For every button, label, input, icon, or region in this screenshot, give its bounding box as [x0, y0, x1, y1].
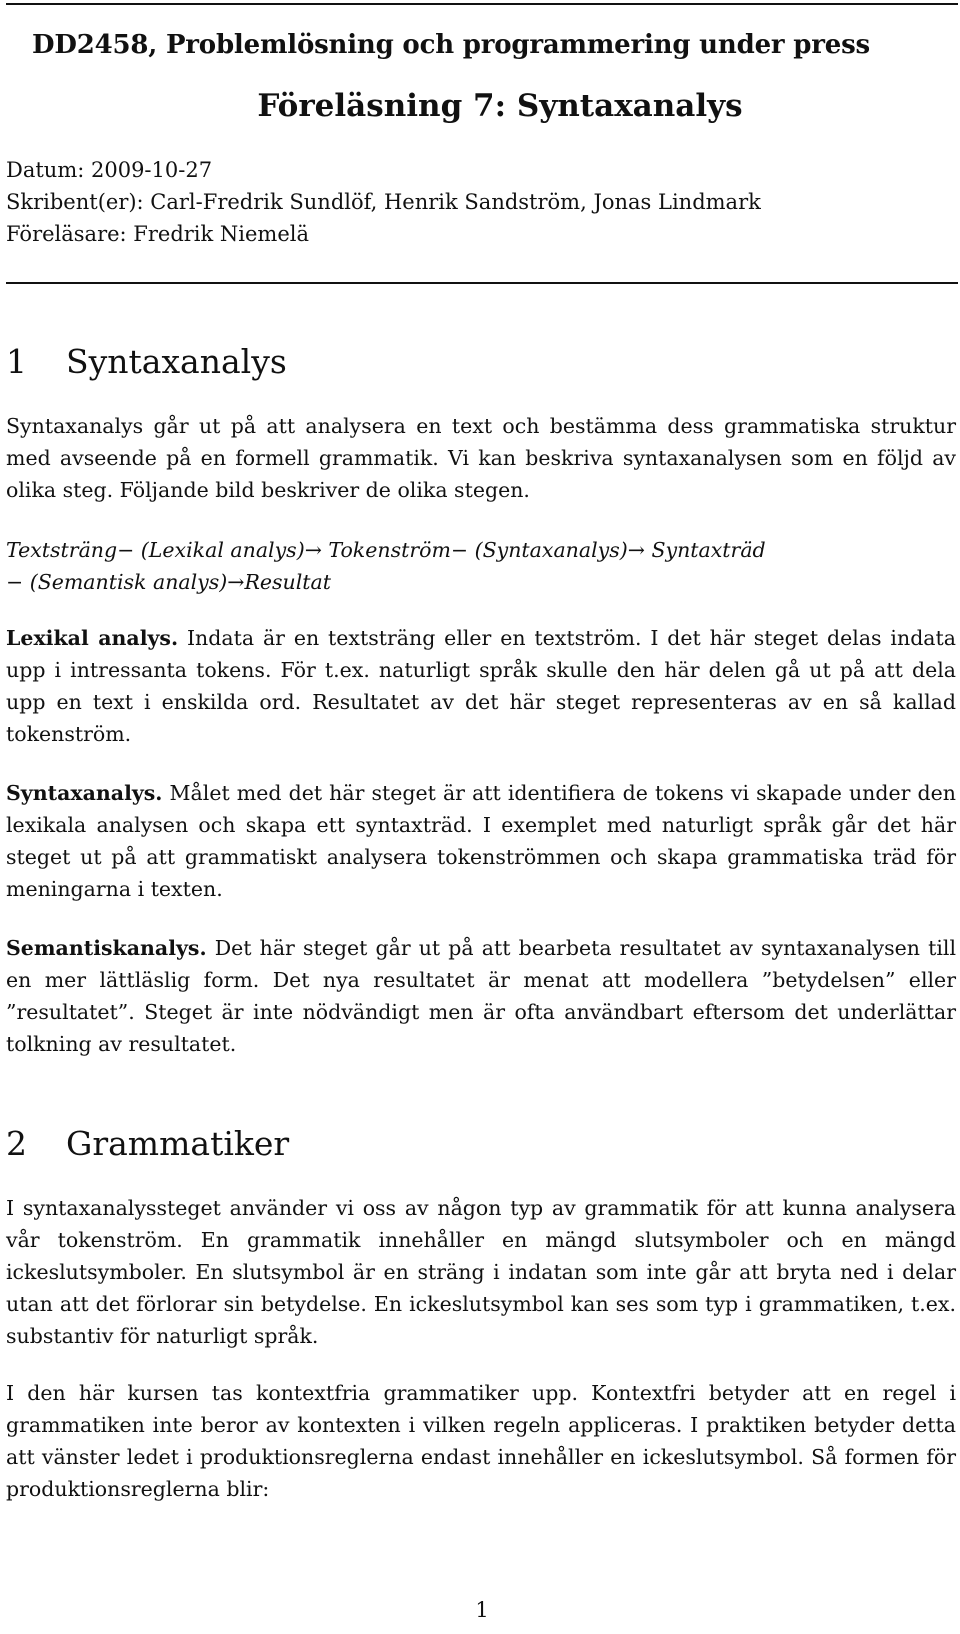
pipeline-line-2: − (Semantisk analys)→Resultat: [6, 570, 332, 594]
header-rule: [6, 282, 958, 284]
syntax-label: Syntaxanalys.: [6, 781, 163, 805]
syntax-paragraph: [6, 777, 956, 905]
section-1-number: 1: [6, 342, 27, 381]
page-number: 1: [475, 1598, 489, 1622]
top-rule: [6, 3, 958, 5]
semantic-text: Det här steget går ut på att bearbeta resultatet av syntaxanalysen till en mer lättläslig form. Det nya resultatet är menat att modellera ”betydelsen” eller ”resultatet”. Steget är inte nödvändigt men är ofta användbart eftersom det underlättar tolkning av resultatet.: [6, 936, 956, 1056]
scribes-line: Skribent(er): Carl-Fredrik Sundlöf, Henrik Sandström, Jonas Lindmark: [6, 190, 761, 214]
section-2-paragraph-2: I den här kursen tas kontextfria grammatiker upp. Kontextfri betyder att en regel i grammatiken inte beror av kontexten i vilken regeln appliceras. I praktiken betyder detta att vänster ledet i produktionsreglerna endast innehåller en ickeslutsymbol. Så formen för produktionsreglerna blir:: [6, 1381, 956, 1501]
lexical-label: Lexikal analys.: [6, 626, 179, 650]
course-title: DD2458, Problemlösning och programmering under press: [32, 30, 870, 60]
lecture-title: Föreläsning 7: Syntaxanalys: [257, 88, 743, 124]
section-2-title: Grammatiker: [66, 1124, 290, 1163]
section-2-heading: [6, 1124, 289, 1163]
section-2-paragraph-1: I syntaxanalyssteget använder vi oss av någon typ av grammatik för att kunna analysera vår tokenström. En grammatik innehåller en mängd slutsymboler och en mängd ickeslutsymboler. En slutsymbol är en sträng i indatan som inte går att bryta ned i delar utan att det förlorar sin betydelse. En ickeslutsymbol kan ses som typ i grammatiken, t.ex. substantiv för naturligt språk.: [6, 1196, 956, 1348]
semantic-label: Semantiskanalys.: [6, 936, 207, 960]
section-1-intro: Syntaxanalys går ut på att analysera en text och bestämma dess grammatiska struktur med avseende på en formell grammatik. Vi kan beskriva syntaxanalysen som en följd av olika steg. Följande bild beskriver de olika stegen.: [6, 414, 956, 502]
date-line: Datum: 2009-10-27: [6, 158, 213, 182]
semantic-paragraph: [6, 932, 956, 1060]
section-1-heading: [6, 342, 287, 381]
section-2-number: 2: [6, 1124, 27, 1163]
pipeline-line-1: Textsträng− (Lexikal analys)→ Tokenström− (Syntaxanalys)→ Syntaxträd: [6, 538, 766, 562]
lecturer-line: Föreläsare: Fredrik Niemelä: [6, 222, 310, 246]
document-page: [6, 0, 958, 1634]
syntax-text: Målet med det här steget är att identifiera de tokens vi skapade under den lexikala analysen och skapa ett syntaxträd. I exemplet med naturligt språk går det här steget ut på att grammatiskt analysera tokenströmmen och skapa grammatiska träd för meningarna i texten.: [6, 781, 956, 901]
lexical-text: Indata är en textsträng eller en textström. I det här steget delas indata upp i intressanta tokens. För t.ex. naturligt språk skulle den här delen gå ut på att dela upp en text i enskilda ord. Resultatet av det här steget representeras av en så kallad tokenström.: [6, 626, 956, 746]
lexical-paragraph: [6, 622, 956, 750]
section-1-title: Syntaxanalys: [66, 342, 287, 381]
